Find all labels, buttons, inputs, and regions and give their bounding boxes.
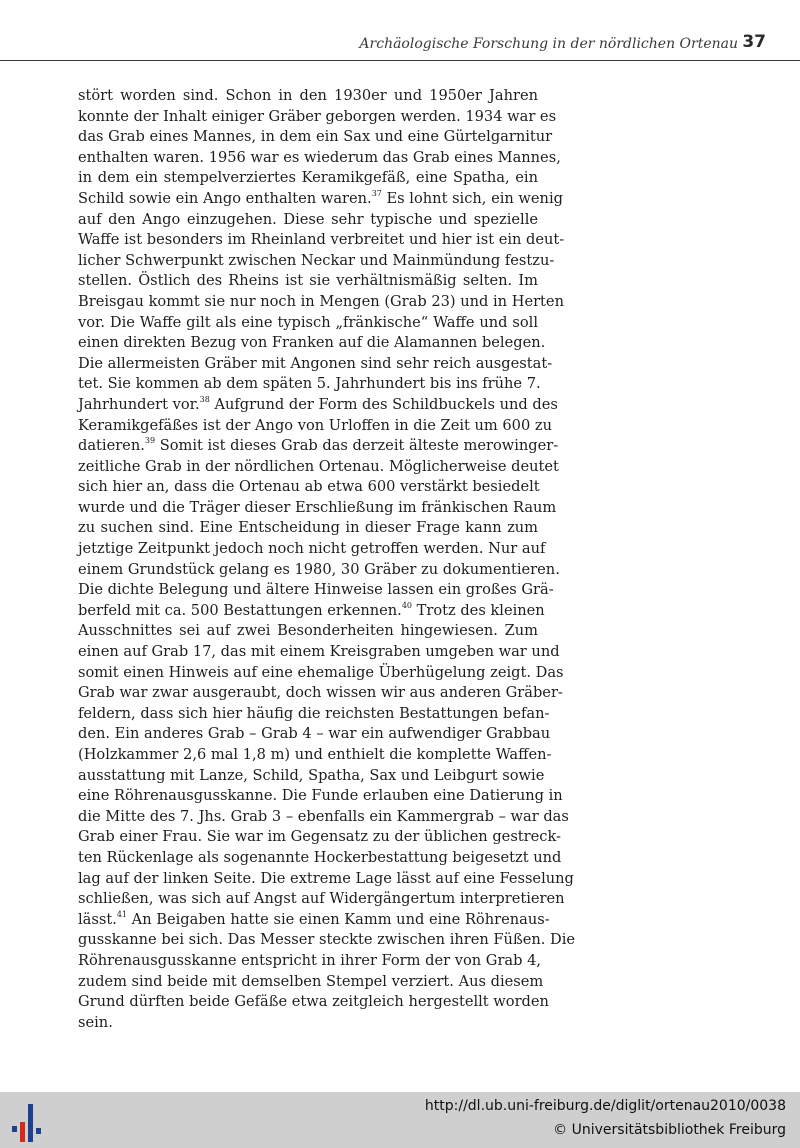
text-line-content: Die allermeisten Gräber mit Angonen sind sehr reich ausgestat- — [78, 354, 553, 372]
footer-bar — [0, 1092, 800, 1148]
text-line-content: jetztige Zeitpunkt jedoch noch nicht getroffen werden. Nur auf — [78, 540, 546, 558]
text-line — [78, 230, 565, 251]
text-line — [78, 786, 563, 807]
text-line — [78, 642, 560, 663]
text-line — [78, 951, 542, 972]
text-line-content: Grab einer Frau. Sie war im Gegensatz zu der üblichen gestreck- — [78, 828, 561, 846]
text-line — [78, 889, 565, 910]
text-line-content: stört worden sind. Schon in den 1930er und 1950er Jahren — [78, 87, 538, 104]
text-line — [78, 766, 545, 787]
text-line-content: einen auf Grab 17, das mit einem Kreisgraben umgeben war und — [78, 643, 560, 661]
text-line — [78, 457, 559, 478]
text-line-content: enthalten waren. 1956 war es wiederum das Grab eines Mannes, — [78, 148, 561, 166]
text-line-continuation: Trotz des kleinen — [412, 601, 545, 619]
text-line — [78, 518, 538, 539]
text-line-content: Grund dürften beide Gefäße etwa zeitgleich hergestellt worden — [78, 993, 549, 1011]
text-line-content: die Mitte des 7. Jhs. Grab 3 – ebenfalls ein Kammergrab – war das — [78, 807, 569, 825]
copyright-notice: © Universitätsbibliothek Freiburg — [553, 1122, 786, 1138]
text-line — [78, 560, 560, 581]
logo-bar-left — [12, 1126, 17, 1132]
text-line-content: den. Ein anderes Grab – Grab 4 – war ein aufwendiger Grabbau — [78, 725, 551, 743]
text-line-content: eine Röhrenausgusskanne. Die Funde erlauben eine Datierung in — [78, 787, 563, 805]
text-line-content: Die dichte Belegung und ältere Hinweise lassen ein großes Grä- — [78, 581, 554, 599]
text-line-content: Ausschnittes sei auf zwei Besonderheiten hingewiesen. Zum — [78, 622, 538, 640]
text-line-content: konnte der Inhalt einiger Gräber geborgen werden. 1934 war es — [78, 107, 557, 125]
text-line — [78, 972, 544, 993]
text-line-content: lässt. — [78, 910, 117, 928]
footnote-reference[interactable]: 38 — [199, 395, 210, 405]
text-line-content: Grab war zwar ausgeraubt, doch wissen wir aus anderen Gräber- — [78, 684, 563, 702]
text-line-content: sein. — [78, 1013, 113, 1031]
text-line-content: das Grab eines Mannes, in dem ein Sax und eine Gürtelgarnitur — [78, 128, 553, 146]
text-line — [78, 909, 550, 931]
text-line-content: Keramikgefäßes ist der Ango von Urloffen in die Zeit um 600 zu — [78, 416, 552, 434]
text-line-content: licher Schwerpunkt zwischen Neckar und Mainmündung festzu- — [78, 251, 555, 269]
text-line — [78, 271, 538, 292]
text-line-content: Jahrhundert vor. — [78, 395, 200, 413]
text-line — [78, 127, 553, 148]
text-line-content: berfeld mit ca. 500 Bestattungen erkennen. — [78, 601, 402, 619]
text-line-content: auf den Ango einzugehen. Diese sehr typische und spezielle — [78, 210, 538, 228]
text-line-content: Waffe ist besonders im Rheinland verbreitet und hier ist ein deut- — [78, 231, 565, 249]
text-line-content: ausstattung mit Lanze, Schild, Spatha, Sax und Leibgurt sowie — [78, 766, 545, 784]
text-line-continuation: Es lohnt sich, ein wenig — [381, 189, 563, 207]
text-line — [78, 86, 538, 107]
text-line-content: einem Grundstück gelang es 1980, 30 Gräber zu dokumentieren. — [78, 560, 560, 578]
text-line-continuation: Aufgrund der Form des Schildbuckels und des — [209, 395, 558, 413]
text-line — [78, 807, 569, 828]
source-url-link[interactable]: http://dl.ub.uni-freiburg.de/diglit/ortenau2010/0038 — [424, 1098, 786, 1114]
footnote-reference[interactable]: 39 — [144, 436, 156, 446]
text-line — [78, 1013, 538, 1034]
text-line-content: ten Rückenlage als sogenannte Hockerbestattung beigesetzt und — [78, 848, 562, 866]
text-line-content: Breisgau kommt sie nur noch in Mengen (Grab 23) und in Herten — [78, 292, 564, 310]
text-line — [78, 107, 557, 128]
text-line — [78, 395, 558, 416]
text-line — [78, 848, 562, 869]
text-line — [78, 539, 546, 560]
text-line — [78, 580, 554, 601]
text-line — [78, 251, 555, 272]
text-line-content: tet. Sie kommen ab dem späten 5. Jahrhundert bis ins frühe 7. — [78, 375, 541, 393]
text-line-content: (Holzkammer 2,6 mal 1,8 m) und enthielt die komplette Waffen- — [78, 746, 552, 763]
text-line — [78, 992, 549, 1013]
text-line — [78, 869, 574, 890]
text-line-content: einen direkten Bezug von Franken auf die Alamannen belegen. — [78, 334, 546, 352]
text-line-content: zudem sind beide mit demselben Stempel verziert. Aus diesem — [78, 972, 544, 990]
text-line-content: in dem ein stempelverziertes Keramikgefäß, eine Spatha, ein — [78, 169, 538, 187]
text-line-content: stellen. Östlich des Rheins ist sie verhältnismäßig selten. Im — [78, 272, 538, 290]
text-line — [78, 148, 561, 169]
footnote-reference[interactable]: 37 — [371, 189, 382, 199]
text-line-content: wurde und die Träger dieser Erschließung im fränkischen Raum — [78, 498, 557, 516]
text-line-content: sich hier an, dass die Ortenau ab etwa 600 verstärkt besiedelt — [78, 478, 540, 496]
logo-bar-left-red — [20, 1122, 25, 1142]
text-line — [78, 333, 546, 354]
body-text — [78, 86, 576, 1033]
text-line-content: feldern, dass sich hier häufig die reichsten Bestattungen befan- — [78, 704, 550, 722]
page-number: 37 — [742, 32, 766, 52]
text-line-content: gusskanne bei sich. Das Messer steckte zwischen ihren Füßen. Die — [78, 931, 576, 949]
text-line — [78, 827, 561, 848]
page-header — [0, 28, 800, 61]
text-line — [78, 683, 563, 704]
text-line — [78, 745, 552, 766]
text-line — [78, 704, 550, 725]
logo-bar-center — [28, 1104, 33, 1142]
text-line-continuation: An Beigaben hatte sie einen Kamm und eine Röhrenaus- — [127, 910, 550, 928]
footnote-reference[interactable]: 40 — [401, 600, 413, 610]
text-line-content: lag auf der linken Seite. Die extreme Lage lässt auf eine Fesselung — [78, 869, 574, 887]
text-line — [78, 498, 557, 519]
text-line — [78, 621, 538, 642]
text-line-content: schließen, was sich auf Angst auf Widergängertum interpretieren — [78, 890, 565, 908]
text-line — [78, 313, 538, 334]
text-line-content: Röhrenausgusskanne entspricht in ihrer Form der von Grab 4, — [78, 951, 542, 969]
text-line — [78, 930, 576, 951]
text-line-content: datieren. — [78, 437, 145, 455]
footnote-reference[interactable]: 41 — [116, 909, 128, 919]
text-line — [78, 292, 564, 313]
text-line — [78, 374, 541, 395]
text-line-continuation: Somit ist dieses Grab das derzeit älteste merowinger- — [155, 437, 559, 455]
text-line-content: zeitliche Grab in der nördlichen Ortenau. Möglicherweise deutet — [78, 457, 559, 475]
text-line — [78, 436, 559, 457]
text-line-content: vor. Die Waffe gilt als eine typisch „fränkische“ Waffe und soll — [78, 313, 538, 331]
text-line — [78, 724, 551, 745]
text-line-content: Schild sowie ein Ango enthalten waren. — [78, 189, 372, 207]
text-line — [78, 663, 564, 684]
text-line — [78, 210, 538, 231]
logo-bar-right — [36, 1128, 41, 1134]
running-title: Archäologische Forschung in der nördlichen Ortenau — [359, 36, 738, 52]
text-line — [78, 354, 553, 375]
text-line — [78, 168, 538, 189]
text-line — [78, 416, 552, 437]
text-line — [78, 600, 545, 622]
text-line — [78, 189, 563, 210]
text-line-content: zu suchen sind. Eine Entscheidung in dieser Frage kann zum — [78, 519, 538, 537]
text-line-content: somit einen Hinweis auf eine ehemalige Überhügelung zeigt. Das — [78, 663, 564, 681]
university-library-logo[interactable] — [10, 1100, 50, 1146]
text-line — [78, 477, 538, 498]
